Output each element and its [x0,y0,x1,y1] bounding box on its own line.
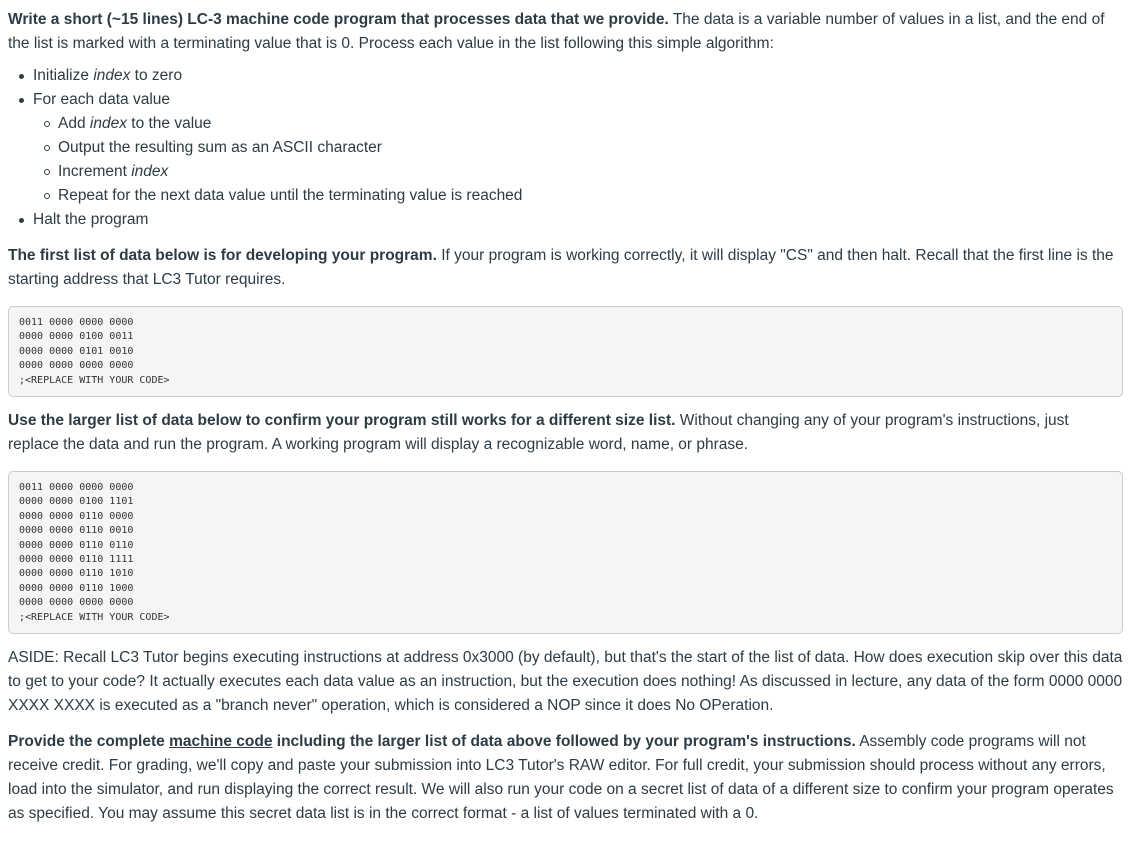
substep-output [41,136,1123,160]
step2-text: For each data value [33,91,171,108]
step3-text: Halt the program [33,211,149,228]
algorithm-substeps [33,112,1123,208]
first-list-text: If your program is working correctly, it will display "CS" and then halt. Recall that the first line is the starting address that LC3 Tutor requires. [8,247,1114,288]
substep-increment [41,160,1123,184]
substep-add-index [41,112,1123,136]
first-list-bold: The first list of data below is for developing your program. [8,247,437,264]
first-code-block[interactable] [8,306,1123,397]
sub3-em: index [131,163,169,180]
step1-em: index [93,67,131,84]
algorithm-step-for-each [16,88,1123,208]
algorithm-step-initialize [16,64,1123,88]
code-line: 0000 0000 0101 0010 [19,345,134,357]
provide-bold [8,733,856,750]
code-line: 0000 0000 0110 0000 [19,510,134,522]
sub1-em: index [89,115,127,132]
provide-text: Assembly code programs will not receive credit. For grading, we'll copy and paste your submission into LC3 Tutor's RAW editor. For full credit, your submission should process without any errors, load into the simulator, and run displaying the correct result. We will also run your code on a secret list of data of a different size to confirm your program operates as specified. You may assume this secret data list is in the correct format - a list of values terminated with a 0. [8,733,1114,823]
provide-bold2: including the larger list of data above followed by your program's instructions. [272,733,856,751]
sub3-pre: Increment [58,163,132,180]
algorithm-list [8,64,1123,232]
code-line: 0000 0000 0000 0000 [19,360,134,372]
intro-text: The data is a variable number of values in a list, and the end of the list is marked with a terminating value that is 0. Process each value in the list following this simple algorithm: [8,11,1105,52]
code-line: ;<REPLACE WITH YOUR CODE> [19,611,170,623]
code-line: 0011 0000 0000 0000 [19,317,134,328]
code-line: ;<REPLACE WITH YOUR CODE> [19,374,170,386]
code-line: 0000 0000 0110 0110 [19,539,134,551]
intro-paragraph [8,8,1123,56]
aside-paragraph: ASIDE: Recall LC3 Tutor begins executing instructions at address 0x3000 (by default), but that's the start of the list of data. How does execution skip over this data to get to your code? It actually executes each data value as an instruction, but the execution does nothing! As discussed in lecture, any data of the form 0000 0000 XXXX XXXX is executed as a "branch never" operation, which is considered a NOP since it does No OPeration. [8,649,1123,715]
sub1-post: to the value [126,115,212,132]
code-line: 0000 0000 0100 1101 [19,496,134,508]
code-line: 0000 0000 0110 1111 [19,554,134,566]
step1-pre: Initialize [33,67,94,84]
sub2-text: Output the resulting sum as an ASCII character [58,139,382,156]
first-list-paragraph [8,244,1123,292]
larger-list-paragraph [8,409,1123,457]
sub1-pre: Add [58,115,90,132]
larger-code-block[interactable] [8,471,1123,634]
algorithm-step-halt [16,208,1123,232]
step1-post: to zero [130,67,183,84]
code-line: 0000 0000 0110 0010 [19,525,134,537]
code-line: 0000 0000 0000 0000 [19,597,134,609]
sub4-text: Repeat for the next data value until the terminating value is reached [58,187,523,204]
substep-repeat [41,184,1123,208]
provide-paragraph [8,730,1123,826]
intro-bold: Write a short (~15 lines) LC-3 machine code program that processes data that we provide. [8,11,669,28]
code-line: 0000 0000 0110 1000 [19,582,134,594]
code-line: 0000 0000 0110 1010 [19,568,134,580]
machine-code-underline: machine code [169,733,273,751]
code-line: 0000 0000 0100 0011 [19,331,134,343]
larger-list-bold: Use the larger list of data below to confirm your program still works for a different size list. [8,412,676,430]
provide-bold1: Provide the complete [8,733,170,751]
code-line: 0011 0000 0000 0000 [19,482,134,494]
larger-list-text: Without changing any of your program's instructions, just replace the data and run the program. A working program will display a recognizable word, name, or phrase. [8,412,1069,454]
